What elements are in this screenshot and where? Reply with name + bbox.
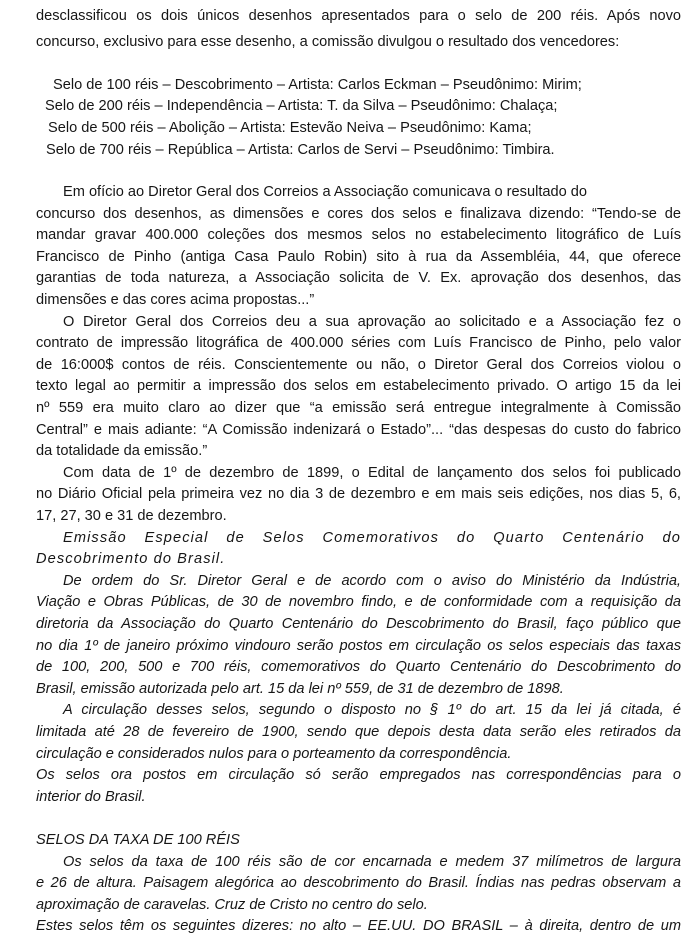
- text-line: de 16:000$ contos de réis. Conscientemente ou não, o Diretor Geral dos Correios violou o: [36, 357, 681, 373]
- winner-line: Selo de 200 réis – Independência – Artista: T. da Silva – Pseudônimo: Chalaça;: [45, 98, 558, 114]
- text-line: concurso, exclusivo para esse desenho, a comissão divulgou o resultado dos vencedores:: [36, 34, 620, 50]
- text-line: texto legal ao permitir a impressão dos selos em estabelecimento privado. O artigo 15 da lei: [36, 378, 681, 394]
- edital-line: aproximação de caravelas. Cruz de Cristo no centro do selo.: [36, 897, 428, 913]
- edital-line: Brasil, emissão autorizada pelo art. 15 da lei nº 559, de 31 de dezembro de 1898.: [36, 681, 564, 697]
- text-line: O Diretor Geral dos Correios deu a sua aprovação ao solicitado e a Associação fez o: [63, 314, 681, 330]
- text-line: dimensões e das cores acima propostas...”: [36, 292, 315, 308]
- edital-line: no dia 1º de janeiro próximo vindouro serão postos em circulação os selos especiais das taxas: [36, 638, 681, 654]
- edital-line: e 26 de altura. Paisagem alegórica ao descobrimento do Brasil. Índias nas pedras observam a: [36, 875, 681, 891]
- winner-line: Selo de 500 réis – Abolição – Artista: Estevão Neiva – Pseudônimo: Kama;: [48, 120, 532, 136]
- text-line: da totalidade da emissão.”: [36, 443, 208, 459]
- winner-line: Selo de 100 réis – Descobrimento – Artista: Carlos Eckman – Pseudônimo: Mirim;: [53, 77, 582, 93]
- edital-line: Viação e Obras Públicas, de 30 de novembro findo, e de conformidade com a requisição da: [36, 594, 681, 610]
- edital-heading: Emissão Especial de Selos Comemorativos do Quarto Centenário do: [63, 530, 681, 546]
- edital-line: circulação e considerados nulos para o porteamento da correspondência.: [36, 746, 512, 762]
- edital-line: interior do Brasil.: [36, 789, 146, 805]
- edital-line: Os selos da taxa de 100 réis são de cor encarnada e medem 37 milímetros de largura: [63, 854, 681, 870]
- text-line: no Diário Oficial pela primeira vez no dia 3 de dezembro e em mais seis edições, nos dias 5, 6,: [36, 486, 681, 502]
- edital-line: Os selos ora postos em circulação só serão empregados nas correspondências para o: [36, 767, 681, 783]
- text-line: desclassificou os dois únicos desenhos apresentados para o selo de 200 réis. Após novo: [36, 8, 681, 24]
- text-line: 17, 27, 30 e 31 de dezembro.: [36, 508, 227, 524]
- text-line: Em ofício ao Diretor Geral dos Correios a Associação comunicava o resultado do: [63, 184, 588, 200]
- edital-line: limitada até 28 de fevereiro de 1900, sendo que depois desta data serão eles retirados da: [36, 724, 681, 740]
- edital-line: Estes selos têm os seguintes dizeres: no alto – EE.UU. DO BRASIL – à direita, dentro de um: [36, 918, 681, 934]
- edital-heading: Descobrimento do Brasil.: [36, 551, 226, 567]
- section-heading: SELOS DA TAXA DE 100 RÉIS: [36, 832, 240, 848]
- edital-line: A circulação desses selos, segundo o disposto no § 1º do art. 15 da lei já citada, é: [63, 702, 681, 718]
- edital-line: de 100, 200, 500 e 700 réis, comemorativos do Quarto Centenário do Descobrimento do: [36, 659, 681, 675]
- text-line: mandar gravar 400.000 coleções dos mesmos selos no estabelecimento litográfico de Luís: [36, 227, 681, 243]
- edital-line: diretoria da Associação do Quarto Centenário do Descobrimento do Brasil, faço público que: [36, 616, 681, 632]
- text-line: Francisco de Pinho (antiga Casa Paulo Robin) sito à rua da Assembléia, 44, que oferece: [36, 249, 681, 265]
- text-line: Central” e mais adiante: “A Comissão indenizará o Estado”... “das despesas do custo do fabrico: [36, 422, 681, 438]
- text-line: contrato de impressão litográfica de 400.000 séries com Luís Francisco de Pinho, pelo valor: [36, 335, 681, 351]
- text-line: Com data de 1º de dezembro de 1899, o Edital de lançamento dos selos foi publicado: [63, 465, 681, 481]
- text-line: garantias de toda natureza, a Associação solicita de V. Ex. aprovação dos desenhos, das: [36, 270, 681, 286]
- text-line: concurso dos desenhos, as dimensões e cores dos selos e finalizava dizendo: “Tendo-se de: [36, 206, 681, 222]
- edital-line: De ordem do Sr. Diretor Geral e de acordo com o aviso do Ministério da Indústria,: [63, 573, 681, 589]
- winner-line: Selo de 700 réis – República – Artista: Carlos de Servi – Pseudônimo: Timbira.: [46, 142, 555, 158]
- text-line: nº 559 era muito claro ao dizer que “a emissão será entregue integralmente à Comissão: [36, 400, 681, 416]
